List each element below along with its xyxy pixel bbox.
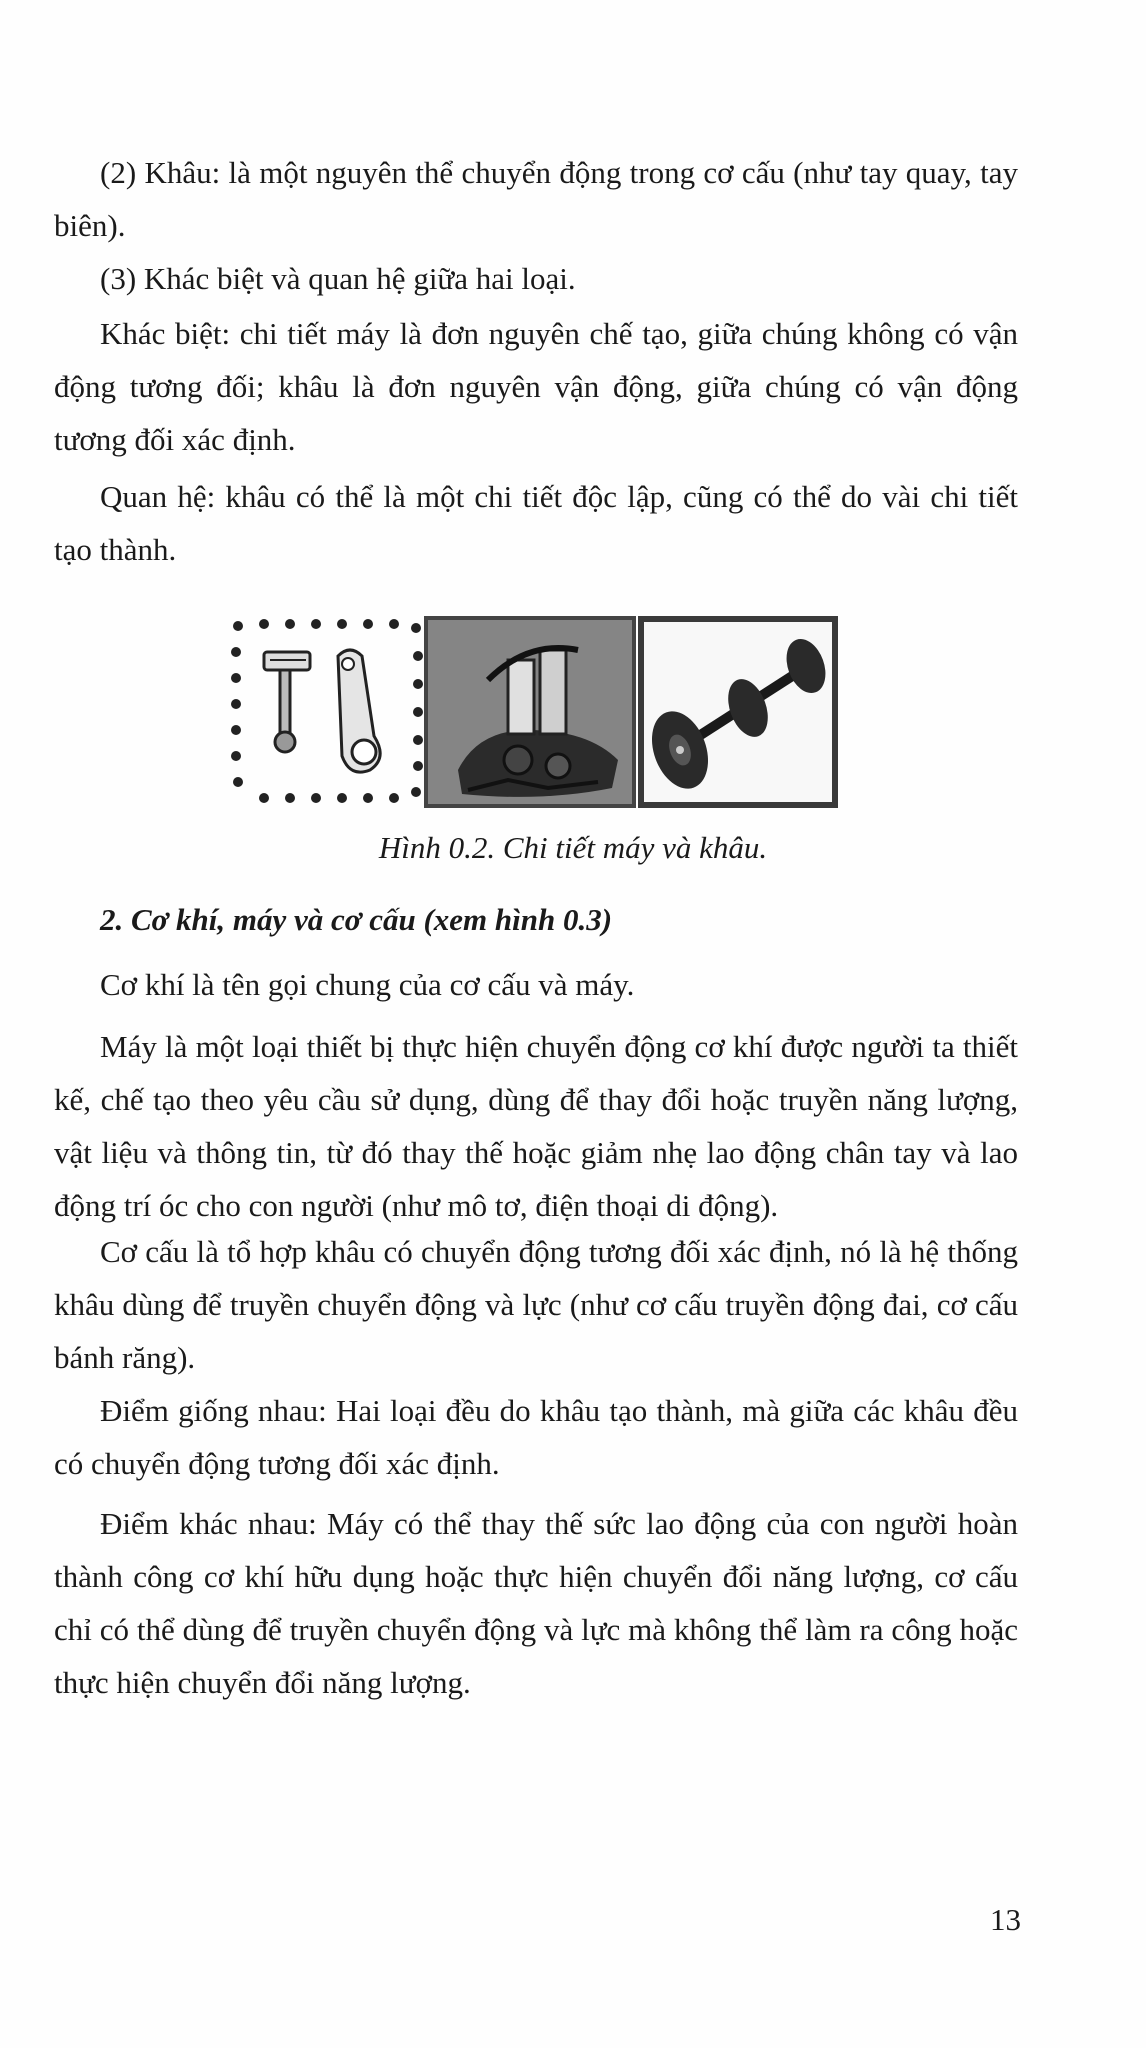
figure-machine-parts-and-links [228,616,838,808]
section-heading: 2. Cơ khí, máy và cơ cấu (xem hình 0.3) [100,902,613,937]
machine-parts-image [228,616,424,808]
paragraph-co-cau: Cơ cấu là tổ hợp khâu có chuyển động tương đối xác định, nó là hệ thống khâu dùng để truyền chuyển động và lực (như cơ cấu truyền động đai, cơ cấu bánh răng). [54,1234,1018,1375]
paragraph-relation: Quan hệ: khâu có thể là một chi tiết độc lập, cũng có thể do vài chi tiết tạo thành. [54,479,1018,567]
crankshaft-image [638,616,838,808]
paragraph-difference-title: (3) Khác biệt và quan hệ giữa hai loại. [100,261,576,296]
page-number: 13 [990,1902,1021,1937]
paragraph-difference: Khác biệt: chi tiết máy là đơn nguyên chế tạo, giữa chúng không có vận động tương đối; khâu là đơn nguyên vận động, giữa chúng có vận động tương đối xác định. [54,316,1018,457]
paragraph-similarity: Điểm giống nhau: Hai loại đều do khâu tạo thành, mà giữa các khâu đều có chuyển động tương đối xác định. [54,1393,1018,1481]
figure-caption: Hình 0.2. Chi tiết máy và khâu. [378,830,768,865]
engine-mechanism-image [424,616,636,808]
paragraph-may: Máy là một loại thiết bị thực hiện chuyển động cơ khí được người ta thiết kế, chế tạo theo yêu cầu sử dụng, dùng để thay đổi hoặc truyền năng lượng, vật liệu và thông tin, từ đó thay thế hoặc giảm nhẹ lao động chân tay và lao động trí óc cho con người (như mô tơ, điện thoại di động). [54,1029,1018,1223]
paragraph-khau-definition: (2) Khâu: là một nguyên thể chuyển động trong cơ cấu (như tay quay, tay biên). [54,155,1018,243]
paragraph-co-khi: Cơ khí là tên gọi chung của cơ cấu và máy. [100,967,635,1002]
paragraph-difference-2: Điểm khác nhau: Máy có thể thay thế sức lao động của con người hoàn thành công cơ khí hữu dụng hoặc thực hiện chuyển đổi năng lượng, cơ cấu chỉ có thể dùng để truyền chuyển động và lực mà không thể làm ra công hoặc thực hiện chuyển đổi năng lượng. [54,1506,1018,1700]
